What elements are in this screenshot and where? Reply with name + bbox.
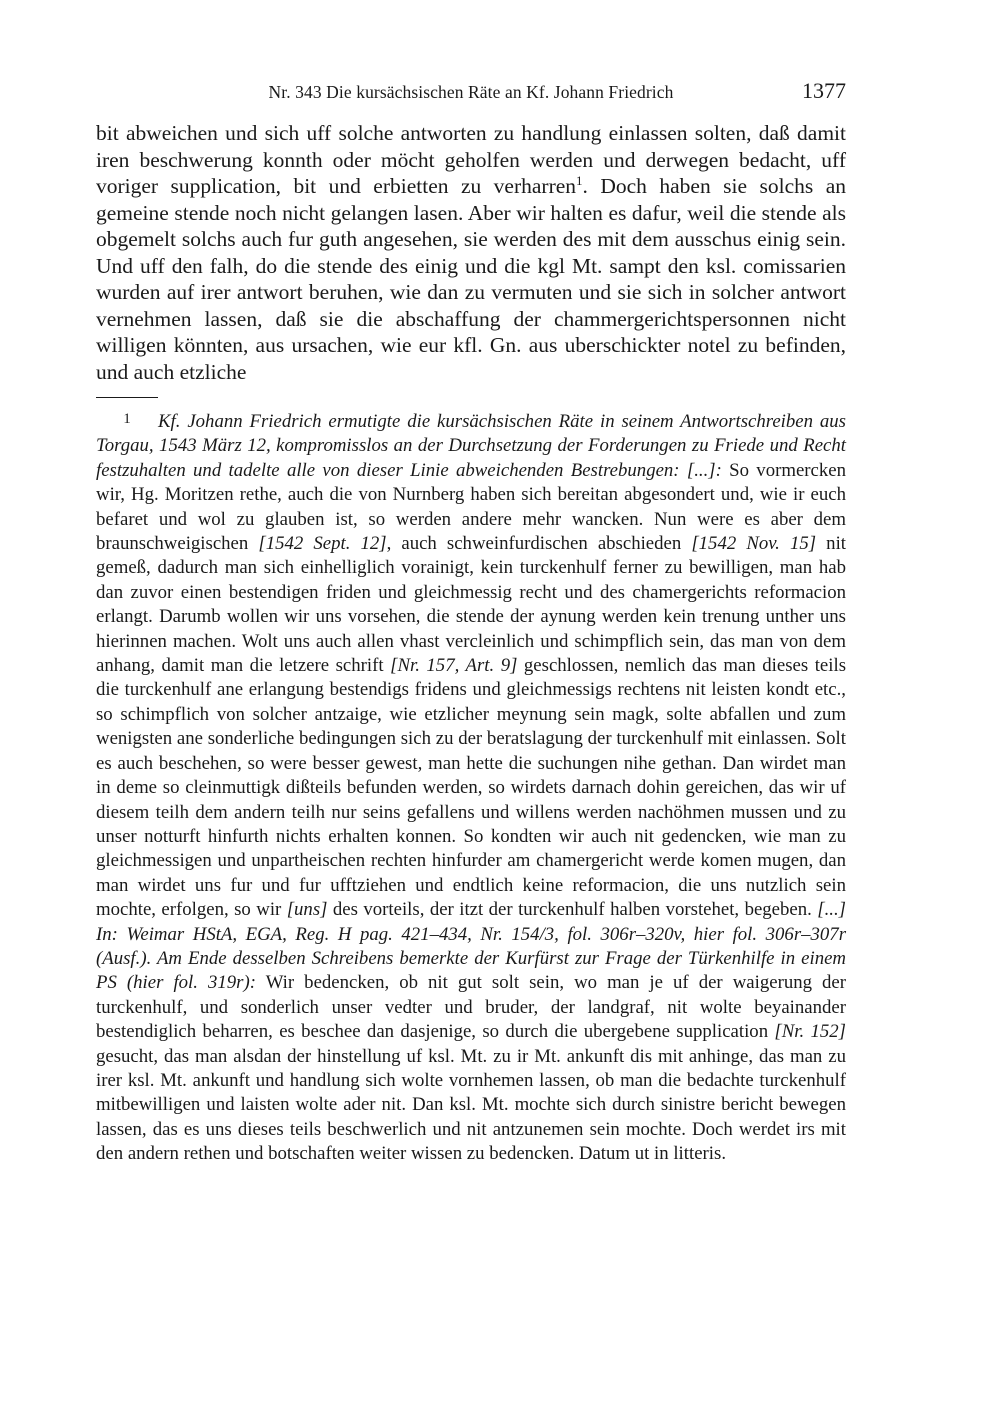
footnote-quote: des vorteils, der itzt der turckenhulf halben vorstehet, begeben. xyxy=(327,899,818,921)
footnote-editorial-reference: [Nr. 152] xyxy=(774,1021,846,1043)
main-text xyxy=(96,120,846,385)
footnote-editorial-insertion: [uns] xyxy=(286,899,328,921)
footnote-editorial-intro: Kf. Johann Friedrich ermutigte die kursächsischen Räte in seinem Antwortschreiben aus Torgau, 1543 März 12, kompromisslos an der Durchsetzung der Forderungen zu Friede und Recht festzuhalten und tadelte alle von dieser Linie abweichenden Bestrebungen: [...]: xyxy=(96,411,846,481)
running-head xyxy=(96,78,846,108)
footnote-quote: geschlossen, nemlich das man dieses teils die turckenhulf ane erlangung bestendigs fridens und gleichmessigs rechtens nit leisten kondt etc., so schimpflich von solcher antzaige, wie etzlicher meynung sein magk, solte abfallen und zum wenigsten ane sonderliche bedingungen sich zu der beratslagung der turckenhulf mit einlassen. Solt es auch beschehen, so were besser gewest, man hette die suchungen nihe gethan. Dan wirdet man in deme so cleinmuttigk dißteils befunden werden, so wirdets darnach dohin gereichen, das wir uf diesem teilh dem andern teilh nur seins gefallens und willens werden nachöhmen mussen und zu unser notturft hinfurth nichts erhalten konnen. So kondten wir auch nit gedencken, wie man zu gleichmessigen und unpartheischen rechten hinfurder am chamergericht werde komen mugen, dan man wirdet uns fur und fur ufftziehen und endtlich keine reformacion, die uns nutzlich sein mochte, erfolgen, so wir xyxy=(96,655,847,921)
footnote-editorial-date: [1542 Sept. 12] xyxy=(258,533,387,555)
footnote xyxy=(96,410,846,1167)
footnote-number: 1 xyxy=(123,411,131,427)
footnote-editorial-reference: [Nr. 157, Art. 9] xyxy=(390,655,518,677)
main-text-part1: bit abweichen und sich uff solche antworten zu handlung einlassen solten, daß damit iren beschwerung konnth oder möcht geholfen werden und derwegen bedacht, uff voriger supplication, bit und erbietten zu verharren xyxy=(96,121,846,198)
footnote-quote: Wir bedencken, ob nit gut solt sein, wo man je uf der waigerung der turckenhulf, und sonderlich unser vedter und bruder, der landgraf, nit wolte beyainander bestendiglich beharren, es beschee dan dasjenige, so durch die ubergebene supplication xyxy=(96,972,847,1043)
footnote-editorial-source: [...] In: Weimar HStA, EGA, Reg. H pag. 421–434, Nr. 154/3, fol. 306r–320v, hier fol. 306r–307r (Ausf.). Am Ende desselben Schreibens bemerkte der Kurfürst zur Frage der Türkenhilfe in einem PS (hier fol. 319r): xyxy=(96,899,846,994)
footnote-quote: gesucht, das man alsdan der hinstellung uf ksl. Mt. zu ir Mt. ankunft dis mit anhinge, das man zu irer ksl. Mt. ankunft und handlung sich wolte vornhemen lassen, ob man die bedachte turckenhulf mitbewilligen und laisten wolte ader nit. Dan ksl. Mt. mochte sich durch sinistre bericht bewegen lassen, das es uns dieses teils beschwerlich und nit antzunemen sein mochte. Doch werdet irs mit den andern rethen und botschaften weiter wissen zu bedencken. Datum ut in litteris. xyxy=(96,1045,846,1165)
page-number: 1377 xyxy=(802,78,846,103)
main-text-part2: . Doch haben sie solchs an gemeine stende noch nicht gelangen lasen. Aber wir halten es dafur, weil die stende als obgemelt solchs auch fur guth angesehen, sie werden des mit dem ausschus einig sein. Und uff den falh, do die stende des einig und die kgl Mt. sampt den ksl. comissarien wurden auf irer antwort beruhen, wie dan zu vermuten und sie sich in solcher antwort vernehmen lassen, daß sie die abschaffung der chammergerichtspersonnen nicht willigen könnten, aus ursachen, wie eur kfl. Gn. aus uberschickter notel zu befinden, und auch etzliche xyxy=(96,174,846,384)
footnote-quote: nit gemeß, dadurch man sich einhelliglich vorainigt, kein turckenhulf ferner zu bewilligen, man hab dan zuvor einen bestendigen friden und gleichmessig recht und des chamergerichts reformacion erlangt. Darumb wollen wir uns vorsehen, die stende der aynung werden kein trenung unther uns hierinnen machen. Wolt uns auch allen vhast vercleinlich und schimpflich sein, das man von dem anhang, damit man die letzere schrift xyxy=(96,533,846,677)
footnote-editorial-date: [1542 Nov. 15] xyxy=(691,533,817,555)
footnote-quote: So vormercken wir, Hg. Moritzen rethe, auch die von Nurnberg haben sich bereitan abgesondert und, wie ir euch befaret und wol zu glauben ist, so werden andere mehr wancken. Nun were es aber dem braunschweigischen xyxy=(96,459,846,555)
footnote-separator-rule xyxy=(96,397,158,398)
footnote-quote: , auch schweinfurdischen abschieden xyxy=(386,533,692,555)
running-title: Nr. 343 Die kursächsischen Räte an Kf. Johann Friedrich xyxy=(268,82,674,102)
footnote-reference[interactable]: 1 xyxy=(576,172,583,188)
